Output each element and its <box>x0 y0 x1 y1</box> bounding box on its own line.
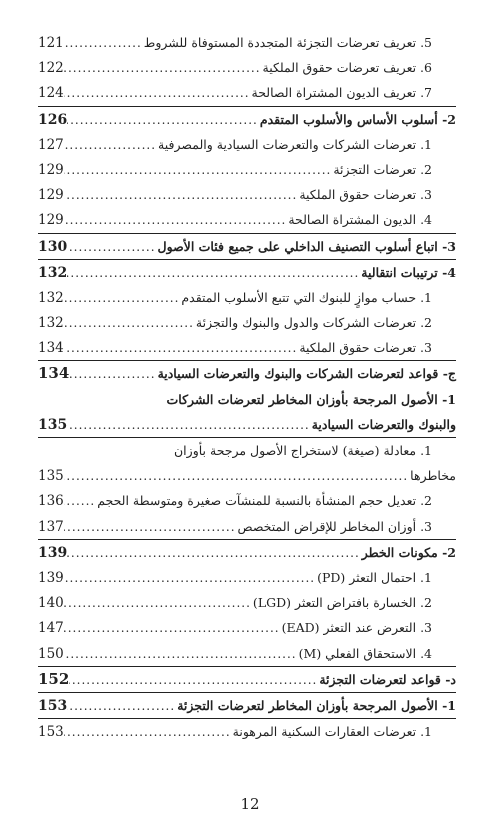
toc-entry-page: 135 <box>38 468 64 485</box>
toc-entry-page: 121 <box>38 35 64 51</box>
toc-leader-dots <box>64 286 182 311</box>
toc-leader-dots <box>64 158 334 183</box>
toc-entry-title: 2- مكونات الخطر <box>361 544 456 560</box>
toc-leader-dots <box>64 336 300 361</box>
toc-entry[interactable] <box>38 590 456 615</box>
toc-entry-title: 1. تعرضات الشركات والتعرضات السيادية والمصرفية <box>158 136 432 152</box>
toc-entry-title: 3. تعرضات حقوق الملكية <box>299 187 432 203</box>
toc-entry-title: 2. تعرضات التجزئة <box>333 161 432 177</box>
toc-leader-dots <box>67 541 362 566</box>
toc-entry[interactable] <box>38 310 456 335</box>
toc-entry-page: 126 <box>38 111 68 128</box>
toc-entry[interactable] <box>38 615 456 640</box>
toc-leader-dots <box>67 694 177 719</box>
toc-entry-page: 136 <box>38 493 64 510</box>
toc-entry-page: 150 <box>38 645 64 662</box>
toc-entry-page: 130 <box>38 238 68 255</box>
toc-entry-title: 2. تعرضات الشركات والدول والبنوك والتجزئة <box>195 315 432 331</box>
toc-entry-title: 1- الأصول المرجحة بأوزان المخاطر لتعرضات التجزئة <box>177 697 456 713</box>
toc-leader-dots <box>64 489 97 514</box>
toc-leader-dots <box>64 616 282 641</box>
toc-entry-title: د- قواعد لتعرضات التجزئة <box>319 671 456 687</box>
toc-leader-dots <box>64 591 253 616</box>
toc-entry-page: 132 <box>38 264 68 281</box>
toc-leader-dots <box>64 464 410 489</box>
toc-entry[interactable] <box>38 719 456 744</box>
toc-entry-title: مخاطرها <box>410 468 456 484</box>
toc-entry[interactable] <box>38 463 456 488</box>
toc-entry-page: 132 <box>38 315 64 332</box>
toc-leader-dots <box>67 261 361 286</box>
toc-entry[interactable] <box>38 80 456 106</box>
toc-entry[interactable] <box>38 182 456 207</box>
page-number: 12 <box>240 795 260 813</box>
toc-entry-page: 122 <box>38 60 64 77</box>
toc-leader-dots <box>64 208 289 233</box>
toc-entry-title: 3. تعرضات حقوق الملكية <box>299 340 432 356</box>
toc-entry-page: 139 <box>38 569 64 586</box>
toc-entry[interactable] <box>38 55 456 80</box>
toc-entry-title: 3. التعرض عند التعثر (EAD) <box>281 620 432 636</box>
toc-entry-page: 152 <box>38 669 70 688</box>
toc-leader-dots <box>69 362 157 387</box>
toc-entry[interactable] <box>38 107 456 132</box>
toc-leader-dots <box>67 235 157 260</box>
toc-entry[interactable] <box>38 30 456 55</box>
toc-leader-dots <box>64 81 252 106</box>
toc-entry-page: 127 <box>38 136 64 153</box>
toc-entry-title: 4. الاستحقاق الفعلي (M) <box>298 645 432 661</box>
toc-entry[interactable] <box>38 335 456 361</box>
toc-entry-title: 5. تعريف تعرضات التجزئة المتجددة المستوفاة للشروط <box>143 35 432 50</box>
toc-entry-page: 129 <box>38 161 64 178</box>
toc-leader-dots <box>67 108 260 133</box>
toc-entry[interactable] <box>38 667 456 693</box>
toc-entry[interactable] <box>38 565 456 590</box>
toc-entry-title-line1: 1. معادلة (صيغة) لاستخراج الأصول مرجحة بأوزان <box>174 443 432 458</box>
toc-entry-title: 2. تعديل حجم المنشأة بالنسبة للمنشآت صغيرة ومتوسطة الحجم <box>97 493 432 509</box>
toc-entry-section[interactable] <box>38 412 456 438</box>
toc-leader-dots <box>64 515 238 540</box>
toc-entry-page: 132 <box>38 289 64 306</box>
toc-entry-title: 1. حساب موازٍ للبنوك التي تتبع الأسلوب المتقدم <box>181 289 432 305</box>
toc-entry-page: 129 <box>38 187 64 204</box>
toc-entry-section-title-line1: 1- الأصول المرجحة بأوزان المخاطر لتعرضات الشركات <box>166 391 456 407</box>
toc-entries-part-1 <box>38 30 456 387</box>
toc-leader-dots <box>69 668 319 693</box>
toc-entry-page: 129 <box>38 212 64 229</box>
toc-entry-page: 137 <box>38 518 64 535</box>
toc-entry-page: 124 <box>38 85 64 102</box>
toc-entry[interactable] <box>38 540 456 565</box>
toc-entry[interactable] <box>38 234 456 260</box>
toc-entry[interactable] <box>38 693 456 719</box>
table-of-contents <box>38 30 456 744</box>
toc-leader-dots <box>64 566 317 591</box>
toc-entry-page: 134 <box>38 340 64 357</box>
toc-leader-dots <box>64 720 233 745</box>
toc-entry-title: 4. الديون المشتراة الصالحة <box>288 212 432 228</box>
toc-entry[interactable] <box>38 514 456 540</box>
toc-leader-dots <box>64 642 299 667</box>
toc-entry[interactable] <box>38 260 456 285</box>
toc-leader-dots <box>64 31 144 56</box>
toc-entry-title: 3- اتباع أسلوب التصنيف الداخلي على جميع فئات الأصول <box>157 238 456 254</box>
toc-entry-title: ج- قواعد لتعرضات الشركات والبنوك والتعرضات السيادية <box>157 366 456 382</box>
toc-entry-page: 153 <box>38 697 68 714</box>
toc-entry[interactable] <box>38 488 456 513</box>
toc-entry[interactable] <box>38 207 456 233</box>
toc-entry-title: 6. تعريف تعرضات حقوق الملكية <box>262 60 432 76</box>
toc-entry[interactable] <box>38 285 456 310</box>
toc-entry[interactable] <box>38 132 456 157</box>
toc-entry[interactable] <box>38 641 456 667</box>
toc-entry-title: 2. الخسارة بافتراض التعثر (LGD) <box>252 595 432 611</box>
toc-entry-title: 1. تعرضات العقارات السكنية المرهونة <box>232 724 432 740</box>
toc-entry-page: 147 <box>38 620 64 637</box>
toc-leader-dots <box>64 183 300 208</box>
toc-entry-title: 2- أسلوب الأساس والأسلوب المتقدم <box>259 111 456 127</box>
toc-entry-page: 134 <box>38 364 70 383</box>
toc-leader-dots <box>64 56 263 81</box>
toc-leader-dots <box>64 133 158 158</box>
toc-entry-title: 1. احتمال التعثر (PD) <box>317 569 432 585</box>
toc-entry-title: 4- ترتيبات انتقالية <box>361 264 456 280</box>
toc-entry-page: 153 <box>38 724 64 741</box>
toc-entry[interactable] <box>38 157 456 182</box>
toc-entry-page: 139 <box>38 544 68 561</box>
toc-entry[interactable] <box>38 361 456 386</box>
toc-leader-dots <box>67 413 311 438</box>
toc-entry-title: والبنوك والتعرضات السيادية <box>311 416 456 432</box>
toc-entry-page: 140 <box>38 595 64 612</box>
toc-entry-title: 7. تعريف الديون المشتراة الصالحة <box>251 85 432 101</box>
toc-entries-part-2 <box>38 488 456 744</box>
toc-entry-page: 135 <box>38 416 68 433</box>
toc-entry-title: 3. أوزان المخاطر للإقراض المتخصص <box>237 518 432 534</box>
toc-leader-dots <box>64 311 196 336</box>
